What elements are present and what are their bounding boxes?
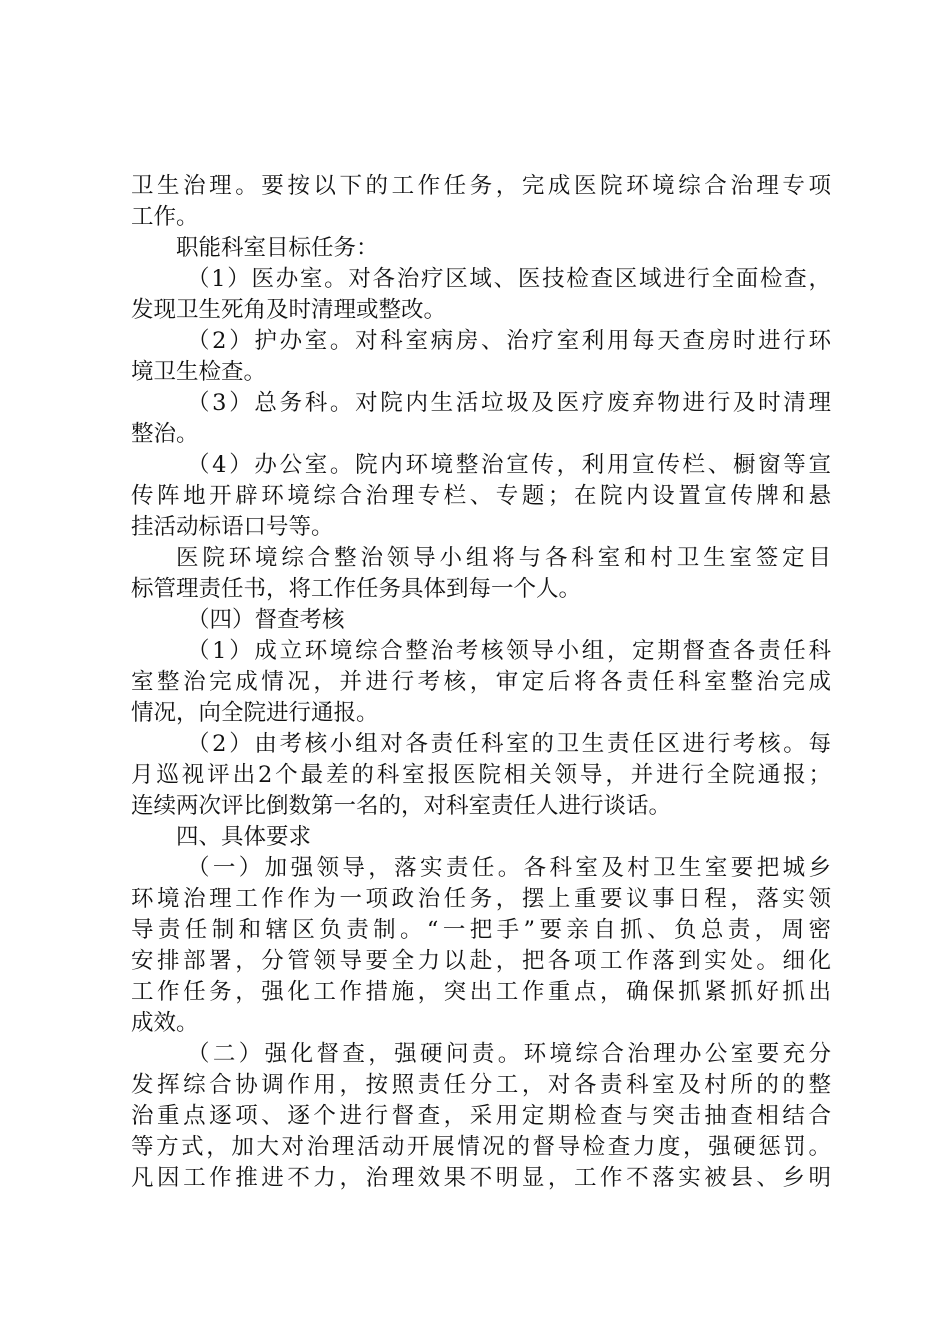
text-line: 室整治完成情况，并进行考核，审定后将各责任科室整治完成 xyxy=(131,669,831,695)
document-body xyxy=(131,171,831,1194)
text-line: 整治。 xyxy=(131,421,199,447)
text-line: 导责任制和辖区负责制。“一把手”要亲自抓、负总责，周密 xyxy=(131,917,831,943)
text-line: 境卫生检查。 xyxy=(131,359,267,385)
text-line: 挂活动标语口号等。 xyxy=(131,514,334,540)
text-line: （二）强化督查，强硬问责。环境综合治理办公室要充分 xyxy=(187,1041,831,1067)
text-line: 连续两次评比倒数第一名的，对科室责任人进行谈话。 xyxy=(131,793,672,819)
text-line: （2）由考核小组对各责任科室的卫生责任区进行考核。每 xyxy=(187,731,831,757)
text-line: （4）办公室。院内环境整治宣传，利用宣传栏、橱窗等宣 xyxy=(187,452,831,478)
text-line: 四、具体要求 xyxy=(176,824,312,850)
text-line: 治重点逐项、逐个进行督查，采用定期检查与突击抽查相结合 xyxy=(131,1103,831,1129)
text-line: 卫生治理。要按以下的工作任务，完成医院环境综合治理专项 xyxy=(131,173,831,199)
text-line: （2）护办室。对科室病房、治疗室利用每天查房时进行环 xyxy=(187,328,831,354)
text-line: 发挥综合协调作用，按照责任分工，对各责科室及村所的的整 xyxy=(131,1072,831,1098)
text-line: 安排部署，分管领导要全力以赴，把各项工作落到实处。细化 xyxy=(131,948,831,974)
text-line: 职能科室目标任务： xyxy=(176,235,379,261)
text-line: （四）督查考核 xyxy=(187,607,345,633)
text-line: 发现卫生死角及时清理或整改。 xyxy=(131,297,447,323)
text-line: 医院环境综合整治领导小组将与各科室和村卫生室签定目 xyxy=(176,545,831,571)
text-line: （1）成立环境综合整治考核领导小组，定期督查各责任科 xyxy=(187,638,831,664)
text-line: 工作任务，强化工作措施，突出工作重点，确保抓紧抓好抓出 xyxy=(131,979,831,1005)
text-line: 环境治理工作作为一项政治任务，摆上重要议事日程，落实领 xyxy=(131,886,831,912)
text-line: 工作。 xyxy=(131,204,199,230)
text-line: 月巡视评出2个最差的科室报医院相关领导，并进行全院通报； xyxy=(131,762,831,788)
text-line: （1）医办室。对各治疗区域、医技检查区域进行全面检查， xyxy=(187,266,831,292)
text-line: 成效。 xyxy=(131,1010,199,1036)
text-line: （3）总务科。对院内生活垃圾及医疗废弃物进行及时清理 xyxy=(187,390,831,416)
text-line: 凡因工作推进不力，治理效果不明显，工作不落实被县、乡明 xyxy=(131,1165,831,1191)
text-line: 情况，向全院进行通报。 xyxy=(131,700,379,726)
text-line: 标管理责任书，将工作任务具体到每一个人。 xyxy=(131,576,582,602)
text-line: （一）加强领导，落实责任。各科室及村卫生室要把城乡 xyxy=(187,855,831,881)
text-line: 等方式，加大对治理活动开展情况的督导检查力度，强硬惩罚。 xyxy=(131,1134,831,1160)
text-line: 传阵地开辟环境综合治理专栏、专题；在院内设置宣传牌和悬 xyxy=(131,483,831,509)
